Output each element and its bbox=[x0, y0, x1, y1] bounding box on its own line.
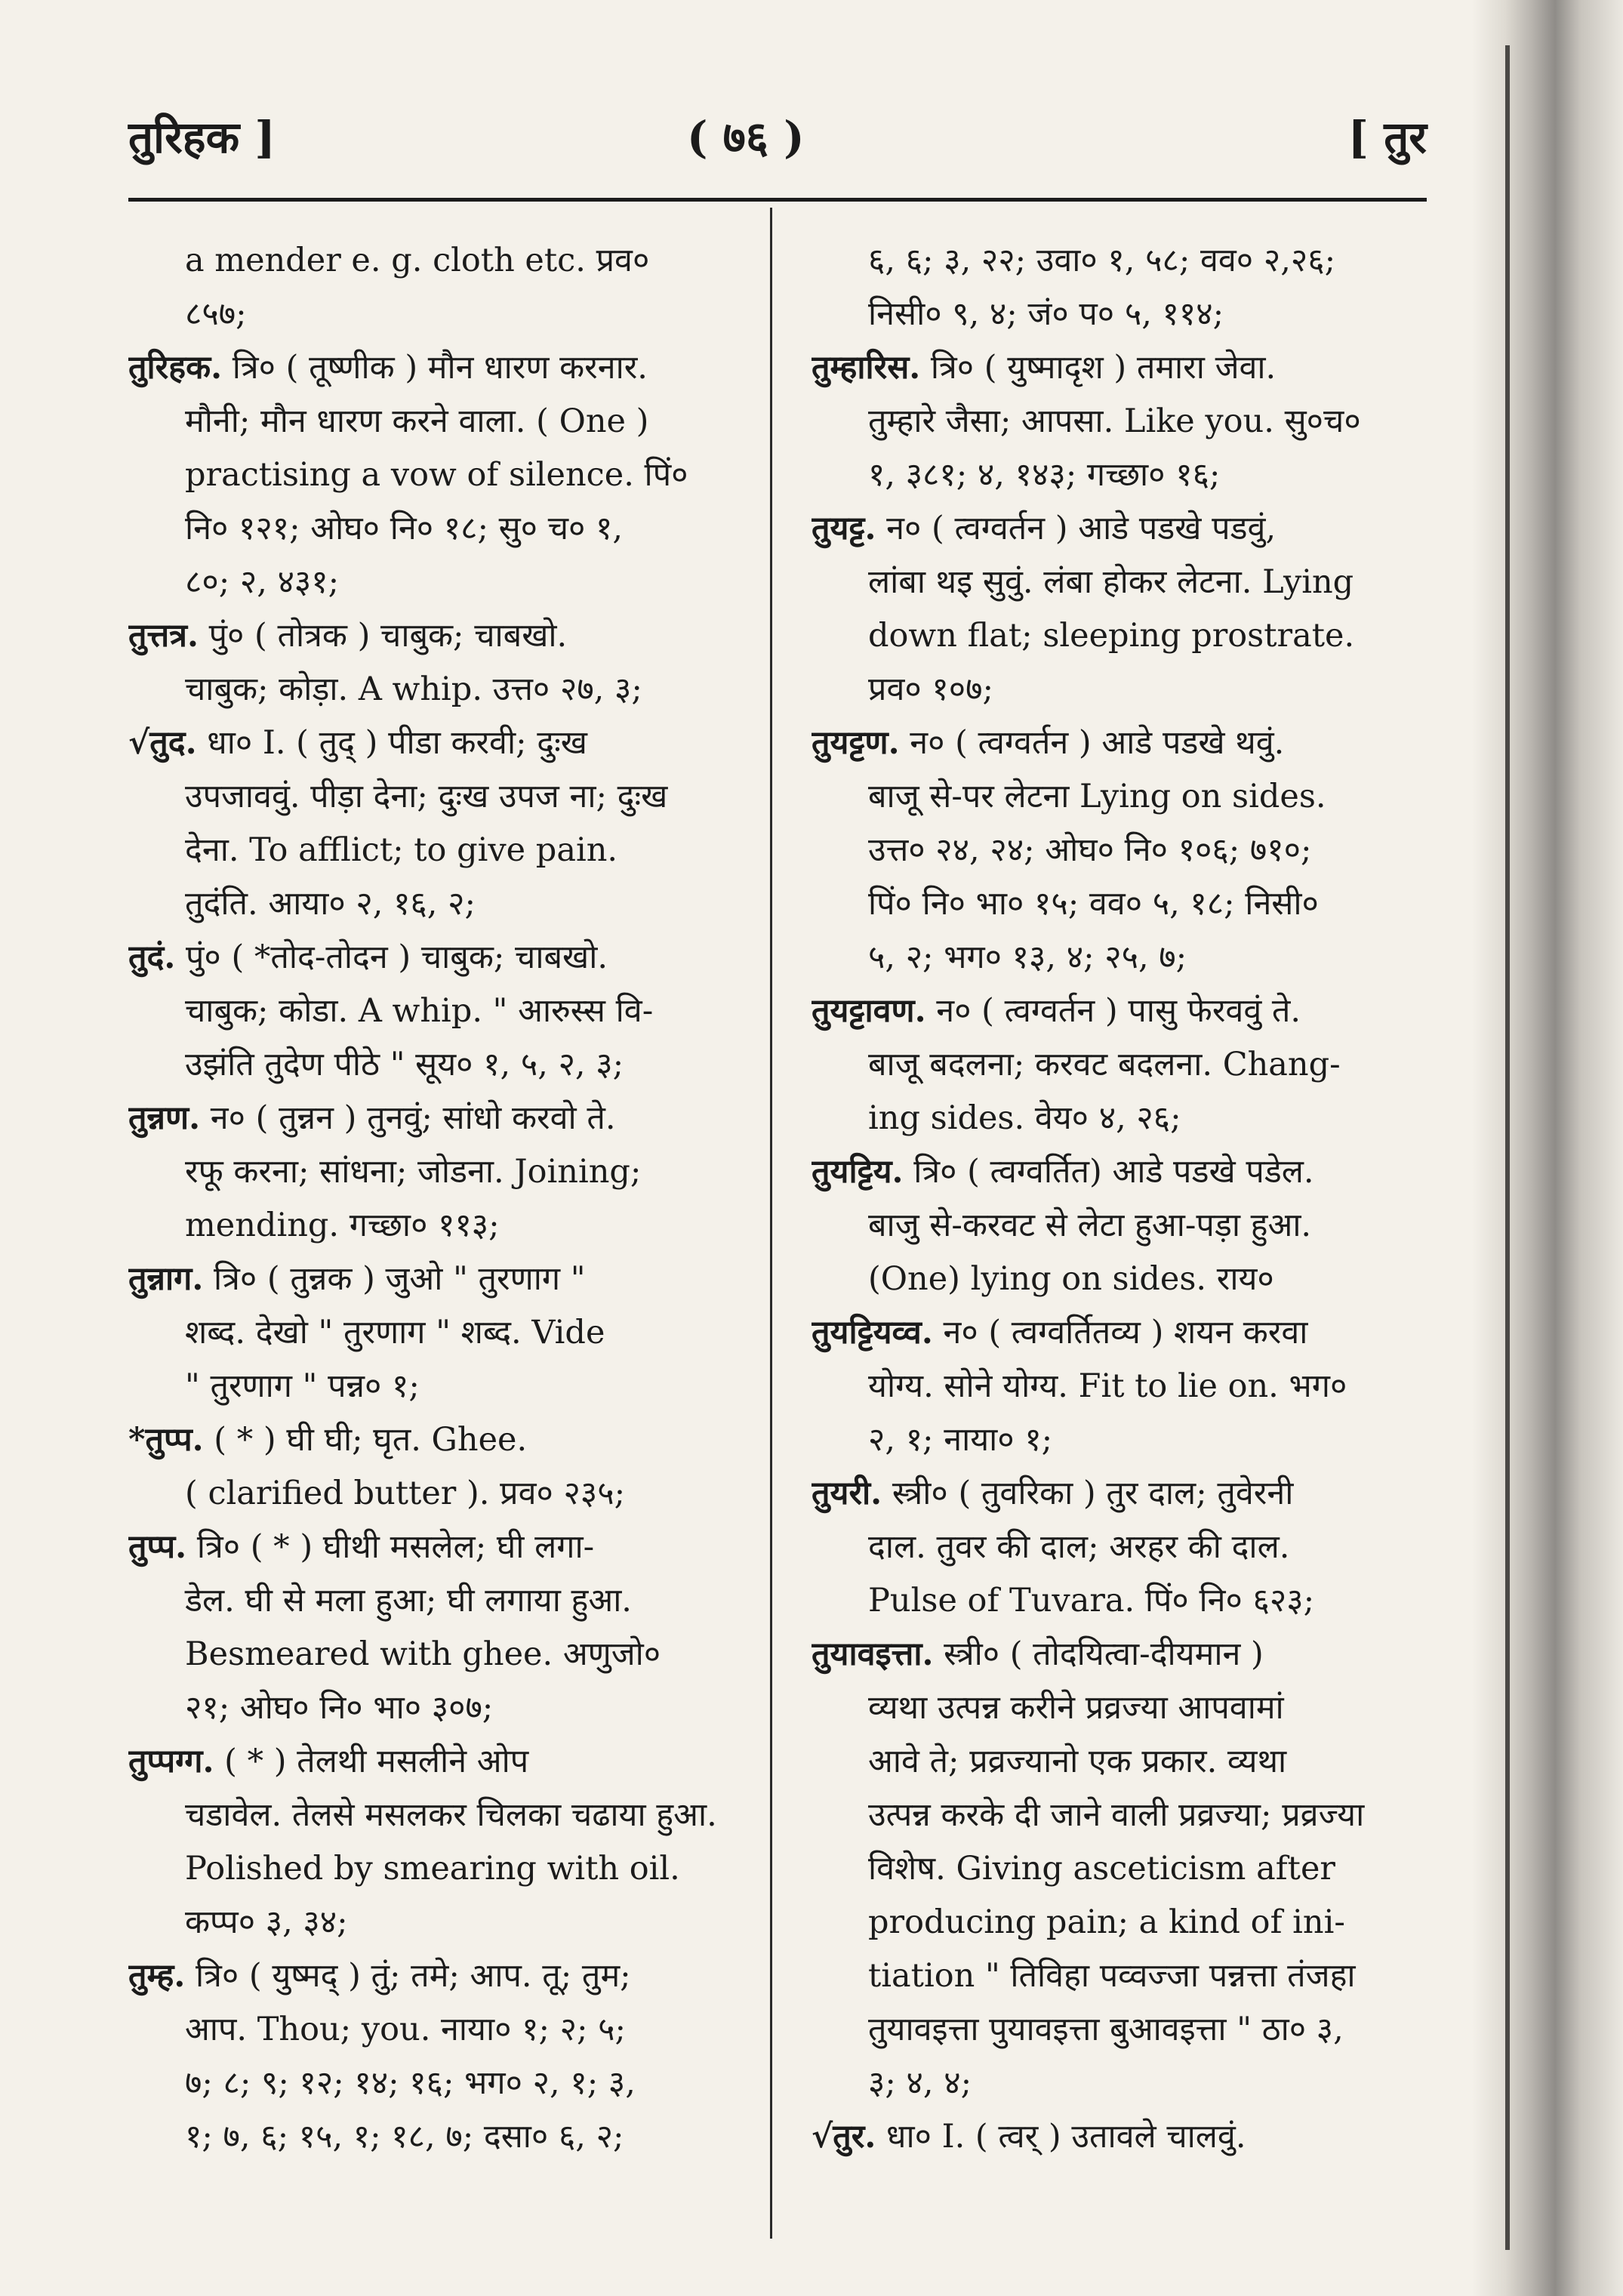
headword: तुप्प. bbox=[128, 1528, 187, 1566]
headword: तुयट्टियव्व. bbox=[812, 1314, 933, 1351]
entry-text: ing sides. वेय० ४, २६; bbox=[868, 1099, 1181, 1137]
headword: तुयट्टण. bbox=[812, 724, 900, 762]
entry-line bbox=[128, 288, 755, 341]
headword: तुयावइत्ता. bbox=[812, 1635, 934, 1673]
right-column bbox=[812, 234, 1423, 2164]
entry-text: डेल. घी से मला हुआ; घी लगाया हुआ. bbox=[185, 1582, 632, 1620]
entry-start-line bbox=[812, 1467, 1423, 1521]
entry-start-line bbox=[812, 1628, 1423, 1681]
column-divider bbox=[770, 208, 772, 2239]
entry-text: देना. To afflict; to give pain. bbox=[185, 831, 618, 869]
entry-text: न० ( त्वग्वर्तन ) आडे पडखे पडवुं, bbox=[876, 510, 1277, 547]
entry-line bbox=[812, 2057, 1423, 2110]
entry-text: पुं० ( *तोद-तोदन ) चाबुक; चाबखो. bbox=[175, 938, 608, 976]
entry-start-line bbox=[812, 502, 1423, 556]
entry-start-line bbox=[128, 1092, 755, 1145]
entry-line bbox=[812, 824, 1423, 877]
entry-line bbox=[812, 1253, 1423, 1306]
entry-line bbox=[812, 1896, 1423, 1949]
entry-text: विशेष. Giving asceticism after bbox=[868, 1850, 1335, 1888]
entry-line bbox=[812, 556, 1423, 609]
entry-start-line bbox=[128, 931, 755, 985]
entry-text: (One) lying on sides. राय० bbox=[868, 1260, 1274, 1298]
entry-text: धा० I. ( तुद् ) पीडा करवी; दुःख bbox=[196, 724, 587, 762]
entry-line bbox=[128, 770, 755, 824]
entry-line bbox=[128, 1896, 755, 1949]
entry-text: ( * ) घी घी; घृत. Ghee. bbox=[203, 1421, 528, 1459]
entry-text: तुदंति. आया० २, १६, २; bbox=[185, 885, 476, 923]
entry-text: Polished by smearing with oil. bbox=[185, 1850, 680, 1888]
entry-text: त्रि० ( * ) घीथी मसलेल; घी लगा- bbox=[186, 1528, 595, 1566]
entry-text: मौनी; मौन धारण करने वाला. ( One ) bbox=[185, 402, 649, 440]
entry-text: ७; ८; ९; १२; १४; १६; भग० २, १; ३, bbox=[185, 2064, 636, 2102]
entry-text: व्यथा उत्पन्न करीने प्रव्रज्या आपवामां bbox=[868, 1689, 1284, 1727]
entry-start-line bbox=[812, 2110, 1423, 2164]
entry-text: १, ३८१; ४, १४३; गच्छा० १६; bbox=[868, 456, 1221, 494]
headword: तुत्तत्र. bbox=[128, 617, 199, 655]
entry-text: ८५७; bbox=[185, 295, 247, 333]
entry-text: बाजू बदलना; करवट बदलना. Chang- bbox=[868, 1046, 1341, 1083]
entry-text: पुं० ( तोत्रक ) चाबुक; चाबखो. bbox=[198, 617, 568, 655]
entry-text: शब्द. देखो " तुरणाग " शब्द. Vide bbox=[185, 1314, 605, 1351]
entry-line bbox=[812, 448, 1423, 502]
entry-start-line bbox=[812, 985, 1423, 1038]
entry-text: प्रव० १०७; bbox=[868, 670, 993, 708]
entry-text: ८०; २, ४३१; bbox=[185, 563, 340, 601]
entry-line bbox=[812, 770, 1423, 824]
entry-line bbox=[128, 663, 755, 717]
entry-text: त्रि० ( त्वग्वर्तित) आडे पडखे पडेल. bbox=[903, 1153, 1314, 1191]
entry-text: २१; ओघ० नि० भा० ३०७; bbox=[185, 1689, 494, 1727]
headword: तुदं. bbox=[128, 938, 176, 976]
entry-text: ( * ) तेलथी मसलीने ओप bbox=[214, 1743, 529, 1780]
entry-line bbox=[812, 1521, 1423, 1574]
headword: तुयरी. bbox=[812, 1475, 882, 1512]
entry-line bbox=[812, 1574, 1423, 1628]
entry-line bbox=[812, 1735, 1423, 1789]
entry-text: त्रि० ( युष्मद् ) तुं; तमे; आप. तू; तुम; bbox=[185, 1957, 631, 1995]
entry-text: न० ( तुन्नन ) तुनवुं; सांधो करवो ते. bbox=[200, 1099, 616, 1137]
page-number: ( ७६ ) bbox=[687, 112, 805, 163]
entry-line bbox=[128, 1199, 755, 1253]
entry-text: आवे ते; प्रव्रज्यानो एक प्रकार. व्यथा bbox=[868, 1743, 1287, 1780]
entry-text: लांबा थइ सुवुं. लंबा होकर लेटना. Lying bbox=[868, 563, 1354, 601]
entry-text: त्रि० ( तुन्नक ) जुओ " तुरणाग " bbox=[203, 1260, 586, 1298]
entry-line bbox=[812, 234, 1423, 288]
entry-text: तुयावइत्ता पुयावइत्ता बुआवइत्ता " ठा० ३, bbox=[868, 2011, 1344, 2048]
entry-line bbox=[128, 824, 755, 877]
headword: तुप्पग्ग. bbox=[128, 1743, 214, 1780]
entry-text: a mender e. g. cloth etc. प्रव० bbox=[185, 242, 650, 279]
entry-text: दाल. तुवर की दाल; अरहर की दाल. bbox=[868, 1528, 1290, 1566]
entry-start-line bbox=[128, 1253, 755, 1306]
entry-line bbox=[128, 1789, 755, 1842]
entry-line bbox=[812, 1842, 1423, 1896]
entry-line bbox=[812, 288, 1423, 341]
entry-text: उझंति तुदेण पीठे " सूय० १, ५, २, ३; bbox=[185, 1046, 624, 1083]
entry-start-line bbox=[128, 717, 755, 770]
entry-line bbox=[128, 1360, 755, 1413]
entry-text: न० ( त्वग्वर्तितव्य ) शयन करवा bbox=[932, 1314, 1308, 1351]
entry-line bbox=[128, 985, 755, 1038]
entry-line bbox=[812, 1413, 1423, 1467]
entry-line bbox=[128, 1628, 755, 1681]
entry-line bbox=[812, 1038, 1423, 1092]
entry-start-line bbox=[812, 717, 1423, 770]
entry-text: कप्प० ३, ३४; bbox=[185, 1903, 348, 1941]
entry-text: नि० १२१; ओघ० नि० १८; सु० च० १, bbox=[185, 510, 624, 547]
entry-line bbox=[812, 1199, 1423, 1253]
entry-text: निसी० ९, ४; जं० प० ५, ११४; bbox=[868, 295, 1224, 333]
entry-text: चाबुक; कोड़ा. A whip. उत्त० २७, ३; bbox=[185, 670, 642, 708]
entry-start-line bbox=[812, 341, 1423, 395]
entry-line bbox=[812, 609, 1423, 663]
entry-start-line bbox=[128, 1949, 755, 2003]
entry-text: producing pain; a kind of ini- bbox=[868, 1903, 1345, 1941]
entry-line bbox=[128, 2003, 755, 2057]
entry-line bbox=[128, 1467, 755, 1521]
entry-line bbox=[812, 395, 1423, 448]
headword: तुन्नाग. bbox=[128, 1260, 204, 1298]
entry-text: ( clarified butter ). प्रव० २३५; bbox=[185, 1475, 626, 1512]
entry-line bbox=[812, 1681, 1423, 1735]
entry-line bbox=[128, 1842, 755, 1896]
entry-text: बाजु से-करवट से लेटा हुआ-पड़ा हुआ. bbox=[868, 1207, 1312, 1244]
entry-text: mending. गच्छा० ११३; bbox=[185, 1207, 500, 1244]
entry-line bbox=[128, 448, 755, 502]
headword: *तुप्प. bbox=[128, 1421, 204, 1459]
entry-line bbox=[128, 1306, 755, 1360]
entry-text: २, १; नाया० १; bbox=[868, 1421, 1053, 1459]
entry-line bbox=[128, 556, 755, 609]
entry-text: योग्य. सोने योग्य. Fit to lie on. भग० bbox=[868, 1367, 1347, 1405]
entry-line bbox=[812, 877, 1423, 931]
entry-line bbox=[128, 877, 755, 931]
entry-start-line bbox=[128, 1735, 755, 1789]
entry-text: ३; ४, ४; bbox=[868, 2064, 972, 2102]
entry-text: रफू करना; सांधना; जोडना. Joining; bbox=[185, 1153, 642, 1191]
entry-start-line bbox=[128, 1413, 755, 1467]
entry-text: पिं० नि० भा० १५; वव० ५, १८; निसी० bbox=[868, 885, 1319, 923]
entry-text: धा० I. ( त्वर् ) उतावले चालवुं. bbox=[876, 2118, 1246, 2156]
entry-line bbox=[812, 1949, 1423, 2003]
entry-text: चडावेल. तेलसे मसलकर चिलका चढाया हुआ. bbox=[185, 1796, 717, 1834]
entry-text: त्रि० ( तूष्णीक ) मौन धारण करनार. bbox=[222, 349, 648, 387]
entry-line bbox=[812, 663, 1423, 717]
entry-text: Pulse of Tuvara. पिं० नि० ६२३; bbox=[868, 1582, 1315, 1620]
headword: तुयट्टावण. bbox=[812, 992, 926, 1030]
header-right-guideword: [ तुर bbox=[1347, 112, 1427, 163]
entry-text: तुम्हारे जैसा; आपसा. Like you. सु०च० bbox=[868, 402, 1361, 440]
header-rule bbox=[128, 198, 1427, 202]
entry-text: ६, ६; ३, २२; उवा० १, ५८; वव० २,२६; bbox=[868, 242, 1336, 279]
entry-text: उपजाववुं. पीड़ा देना; दुःख उपज ना; दुःख bbox=[185, 778, 668, 815]
entry-line bbox=[812, 1789, 1423, 1842]
headword: तुयट्टिय. bbox=[812, 1153, 904, 1191]
entry-line bbox=[812, 2003, 1423, 2057]
entry-text: बाजू से-पर लेटना Lying on sides. bbox=[868, 778, 1326, 815]
entry-text: स्त्री० ( तोदयित्वा-दीयमान ) bbox=[933, 1635, 1264, 1673]
entry-line bbox=[128, 2057, 755, 2110]
entry-start-line bbox=[128, 609, 755, 663]
entry-text: स्त्री० ( तुवरिका ) तुर दाल; तुवेरनी bbox=[882, 1475, 1294, 1512]
entry-line bbox=[128, 234, 755, 288]
entry-text: १; ७, ६; १५, १; १८, ७; दसा० ६, २; bbox=[185, 2118, 624, 2156]
header-left-guideword: तुरिहक ] bbox=[128, 112, 276, 163]
entry-text: आप. Thou; you. नाया० १; २; ५; bbox=[185, 2011, 627, 2048]
entry-text: practising a vow of silence. पिं० bbox=[185, 456, 688, 494]
entry-start-line bbox=[812, 1145, 1423, 1199]
entry-line bbox=[812, 1360, 1423, 1413]
entry-line bbox=[128, 395, 755, 448]
entry-text: उत्पन्न करके दी जाने वाली प्रव्रज्या; प्रव्रज्या bbox=[868, 1796, 1365, 1834]
headword: तुरिहक. bbox=[128, 349, 223, 387]
entry-text: down flat; sleeping prostrate. bbox=[868, 617, 1355, 655]
entry-line bbox=[128, 1038, 755, 1092]
entry-line bbox=[128, 2110, 755, 2164]
entry-start-line bbox=[812, 1306, 1423, 1360]
entry-line bbox=[128, 1681, 755, 1735]
entry-text: " तुरणाग " पन्न० १; bbox=[185, 1367, 420, 1405]
entry-start-line bbox=[128, 341, 755, 395]
page-header bbox=[128, 106, 1427, 174]
headword: तुन्नण. bbox=[128, 1099, 201, 1137]
headword: तुम्हारिस. bbox=[812, 349, 921, 387]
left-column bbox=[128, 234, 755, 2164]
entry-text: उत्त० २४, २४; ओघ० नि० १०६; ७१०; bbox=[868, 831, 1312, 869]
headword: √तुर. bbox=[812, 2118, 876, 2156]
headword: √तुद. bbox=[128, 724, 197, 762]
entry-line bbox=[128, 502, 755, 556]
entry-text: न० ( त्वग्वर्तन ) पासु फेरववुं ते. bbox=[925, 992, 1301, 1030]
entry-text: न० ( त्वग्वर्तन ) आडे पडखे थवुं. bbox=[899, 724, 1285, 762]
entry-text: ५, २; भग० १३, ४; २५, ७; bbox=[868, 938, 1187, 976]
headword: तुयट्ट. bbox=[812, 510, 876, 547]
book-edge-shadow bbox=[1472, 0, 1623, 2296]
entry-start-line bbox=[128, 1521, 755, 1574]
entry-text: त्रि० ( युष्मादृश ) तमारा जेवा. bbox=[920, 349, 1277, 387]
entry-text: Besmeared with ghee. अणुजो० bbox=[185, 1635, 661, 1673]
entry-text: tiation " तिविहा पव्वज्जा पन्नत्ता तंजहा bbox=[868, 1957, 1356, 1995]
binding-edge-line bbox=[1505, 45, 1510, 2250]
headword: तुम्ह. bbox=[128, 1957, 186, 1995]
entry-line bbox=[812, 1092, 1423, 1145]
entry-line bbox=[812, 931, 1423, 985]
entry-line bbox=[128, 1574, 755, 1628]
entry-line bbox=[128, 1145, 755, 1199]
entry-text: चाबुक; कोडा. A whip. " आरुस्स वि- bbox=[185, 992, 654, 1030]
